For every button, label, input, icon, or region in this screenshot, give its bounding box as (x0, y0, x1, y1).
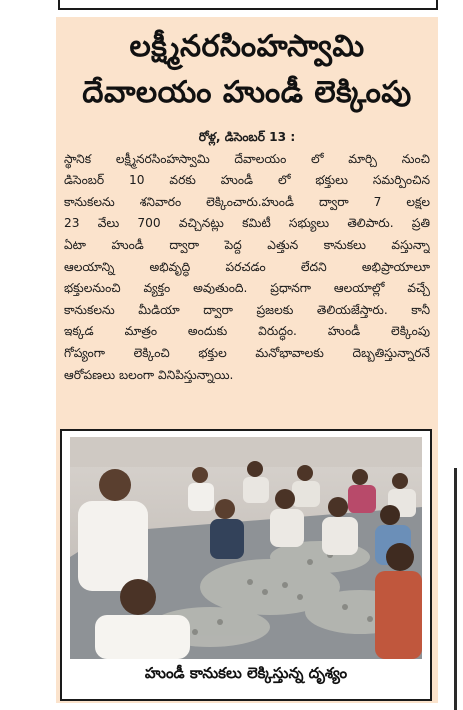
article-line: కానుకలను మీడియా ద్వారా ప్రజలకు తెలియజేస్తారు. కానీ (64, 302, 430, 317)
page-bottom-strip (56, 703, 438, 710)
photo-frame (60, 429, 432, 701)
article-line: ఇక్కడ మాత్రం అందుకు విరుద్ధం. హుండీ లెక్కింపు (64, 324, 430, 339)
article-line: భక్తులనుంచి వ్యక్తం అవుతుంది. ప్రధానగా ఆలయాల్లో వచ్చే (64, 281, 430, 296)
newspaper-clipping (56, 17, 438, 705)
headline-line-1: లక్ష్మీనరసింహస్వామి (129, 29, 365, 64)
adjacent-column-border (454, 468, 457, 710)
photo-caption: హుండీ కానుకలు లెక్కిస్తున్న దృశ్యం (144, 664, 348, 682)
previous-article-box-edge (58, 0, 438, 10)
article-line: ఆరోపణలు బలంగా వినిపిస్తున్నాయి. (64, 367, 234, 382)
article-line: 23 వేలు 700 వచ్చినట్లు కమిటీ సభ్యులు తెలిపారు. ప్రతి (64, 216, 430, 231)
article-line: ఏటా హుండీ ద్వారా పెద్ద ఎత్తున కానుకలు వస్తున్నా (64, 237, 430, 252)
dateline: రోళ్ల, డిసెంబర్ 13 : (198, 130, 296, 144)
hundi-counting-photo (70, 437, 422, 659)
article-line: కానుకలను శనివారం లెక్కించారు.హుండీ ద్వారా 7 లక్షల (64, 194, 430, 209)
photo-illustration (70, 437, 422, 659)
article-line: గోప్యంగా లెక్కించి భక్తుల మనోభావాలకు దెబ్బతిస్తున్నారనే (64, 345, 430, 360)
article-line: ఆలయాన్ని అభివృద్ధి పరచడం లేదని అభిప్రాయాలూ (64, 259, 430, 274)
article-body (64, 127, 430, 386)
article-line: స్థానిక లక్ష్మీనరసింహస్వామి దేవాలయం లో మార్చి నుంచి (64, 151, 430, 166)
article-line: డిసెంబర్ 10 వరకు హుండీ లో భక్తులు సమర్పించిన (64, 173, 430, 188)
headline-line-2: దేవాలయం హుండీ లెక్కింపు (82, 75, 412, 110)
